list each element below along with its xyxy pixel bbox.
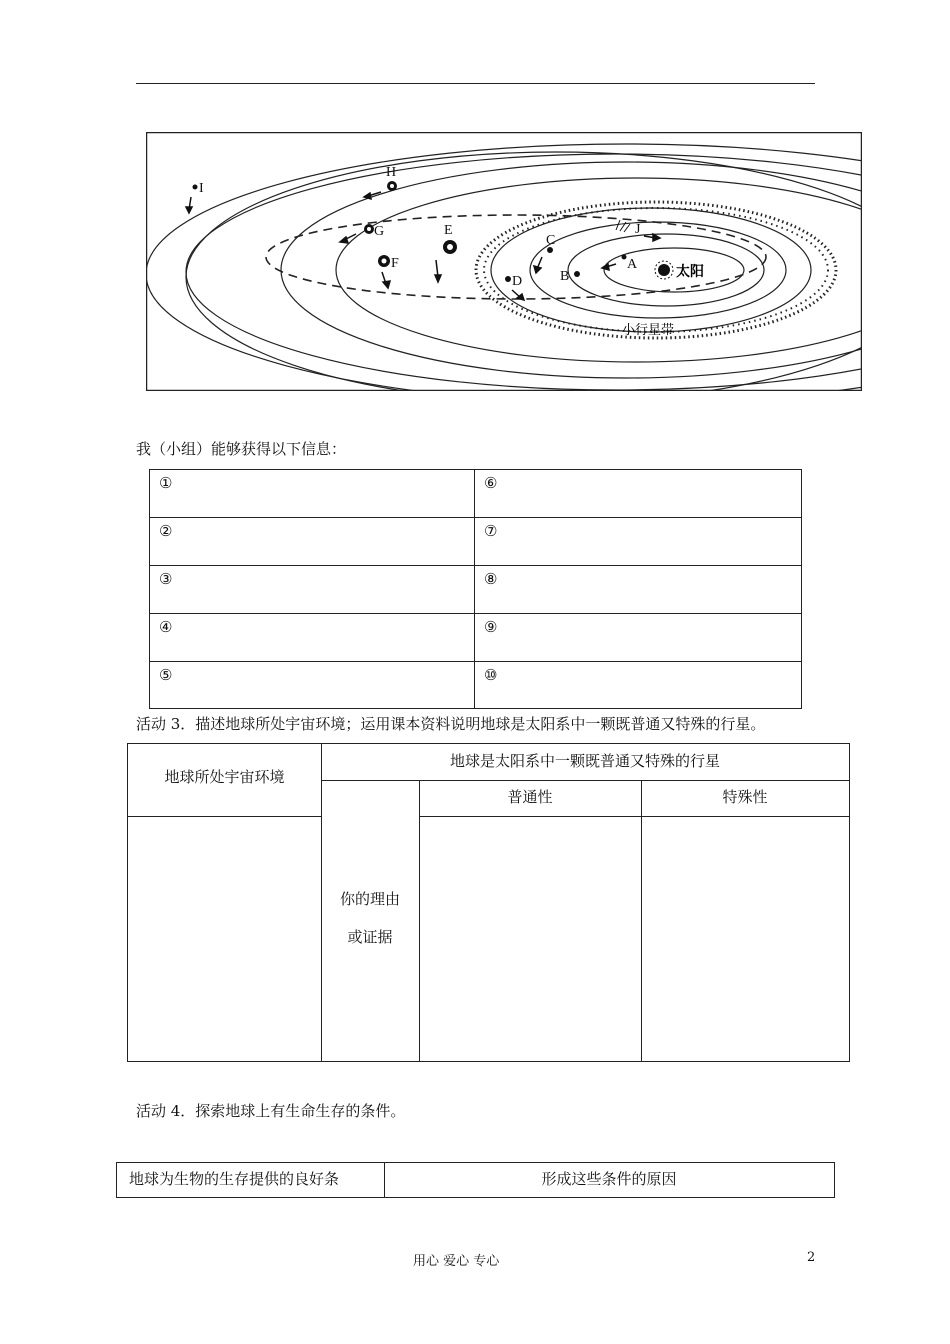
- info-cell-9: ⑨: [484, 618, 498, 636]
- special-header: 特殊性: [722, 788, 768, 806]
- sun-label: 太阳: [676, 263, 704, 279]
- info-cell-7: ⑦: [484, 522, 498, 540]
- info-cell-4: ④: [159, 618, 173, 636]
- info-cell-8: ⑧: [484, 570, 498, 588]
- planet-b: B: [560, 269, 570, 284]
- intro-text: 我（小组）能够获得以下信息：: [136, 440, 347, 458]
- env-header: 地球所处宇宙环境: [164, 768, 285, 786]
- ordinary-header: 普通性: [507, 788, 553, 806]
- activity4-table: [116, 1162, 835, 1198]
- info-table: [149, 469, 802, 709]
- comet-j: J: [635, 222, 641, 237]
- footer-motto: 用心 爱心 专心: [413, 1254, 500, 1269]
- planet-i: I: [199, 181, 204, 196]
- info-cell-1: ①: [159, 474, 173, 492]
- activity4-title: 活动 4．探索地球上有生命生存的条件。: [136, 1102, 406, 1120]
- planet-c: C: [546, 233, 556, 248]
- planet-d: D: [512, 274, 523, 289]
- planet-e: E: [444, 223, 453, 238]
- activity3-title: 活动 3．描述地球所处宇宙环境；运用课本资料说明地球是太阳系中一颗既普通又特殊的行星。: [136, 715, 766, 733]
- info-cell-6: ⑥: [484, 474, 498, 492]
- planet-h: H: [386, 165, 397, 180]
- belt-label: 小行星带: [622, 322, 675, 337]
- planet-header: 地球是太阳系中一颗既普通又特殊的行星: [449, 752, 720, 770]
- info-cell-5: ⑤: [159, 666, 173, 684]
- conditions-header: 地球为生物的生存提供的良好条: [129, 1170, 340, 1188]
- activity3-table: [127, 743, 850, 1062]
- info-cell-3: ③: [159, 570, 173, 588]
- planet-a: A: [627, 257, 638, 272]
- reason-label-2: 或证据: [347, 928, 393, 946]
- page-number: 2: [807, 1250, 816, 1265]
- info-cell-10: ⑩: [484, 666, 498, 684]
- info-cell-2: ②: [159, 522, 173, 540]
- header-rule: [136, 83, 815, 84]
- planet-g: G: [374, 224, 385, 239]
- reason-label-1: 你的理由: [339, 890, 400, 908]
- planet-f: F: [391, 256, 399, 271]
- solar-system-diagram: [146, 132, 862, 391]
- reasons-header: 形成这些条件的原因: [541, 1170, 677, 1188]
